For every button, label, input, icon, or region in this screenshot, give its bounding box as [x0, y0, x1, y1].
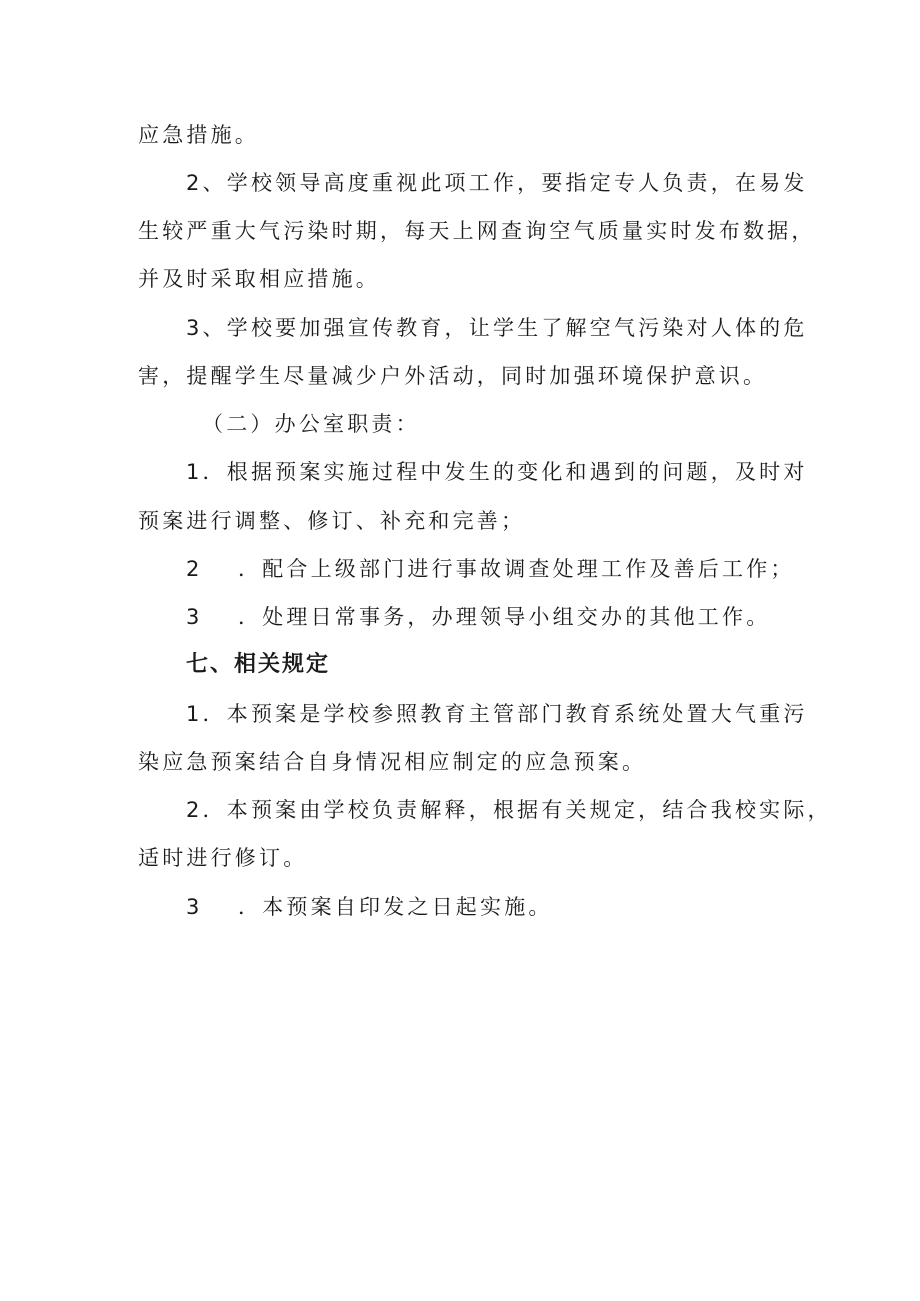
- paragraph-text: 2．本预案由学校负责解释，根据有关规定，结合我校实际，: [186, 798, 832, 822]
- subsection-heading: （二）办公室职责：: [202, 412, 420, 436]
- paragraph-text: 害，提醒学生尽量减少户外活动，同时加强环境保护意识。: [138, 364, 768, 388]
- list-number: 3: [186, 895, 203, 919]
- paragraph-text: 生较严重大气污染时期，每天上网查询空气质量实时发布数据，: [138, 219, 816, 243]
- list-number: 3: [186, 605, 203, 629]
- paragraph-text: ．本预案自印发之日起实施。: [238, 895, 553, 919]
- text-line: [0, 404, 920, 444]
- text-line: [0, 694, 920, 734]
- text-line: [0, 549, 920, 589]
- text-line: [0, 790, 920, 830]
- section-heading: 七、相关规定: [186, 652, 331, 677]
- text-line: [0, 887, 920, 927]
- paragraph-text: 1．本预案是学校参照教育主管部门教育系统处置大气重污: [186, 702, 808, 726]
- paragraph-text: 3、学校要加强宣传教育，让学生了解空气污染对人体的危: [186, 316, 808, 340]
- paragraph-text: ．配合上级部门进行事故调查处理工作及善后工作；: [238, 557, 795, 581]
- list-number: 2: [186, 557, 203, 581]
- text-line: [0, 742, 920, 782]
- paragraph-text: 染应急预案结合自身情况相应制定的应急预案。: [138, 750, 647, 774]
- text-line: [0, 115, 920, 155]
- paragraph-text: 适时进行修订。: [138, 846, 308, 870]
- text-line: [0, 597, 920, 637]
- text-line: [0, 163, 920, 203]
- text-line: [0, 501, 920, 541]
- text-line: [0, 838, 920, 878]
- paragraph-text: 预案进行调整、修订、补充和完善；: [138, 509, 526, 533]
- paragraph-text: 并及时采取相应措施。: [138, 267, 380, 291]
- text-line: [0, 259, 920, 299]
- text-line: [0, 452, 920, 492]
- text-line: [0, 308, 920, 348]
- paragraph-text: 应急措施。: [138, 123, 259, 147]
- text-line: [0, 356, 920, 396]
- text-line: [0, 645, 920, 685]
- paragraph-text: 2、学校领导高度重视此项工作，要指定专人负责，在易发: [186, 171, 808, 195]
- paragraph-text: 1．根据预案实施过程中发生的变化和遇到的问题，及时对: [186, 460, 808, 484]
- paragraph-text: ．处理日常事务，办理领导小组交办的其他工作。: [238, 605, 771, 629]
- text-line: [0, 211, 920, 251]
